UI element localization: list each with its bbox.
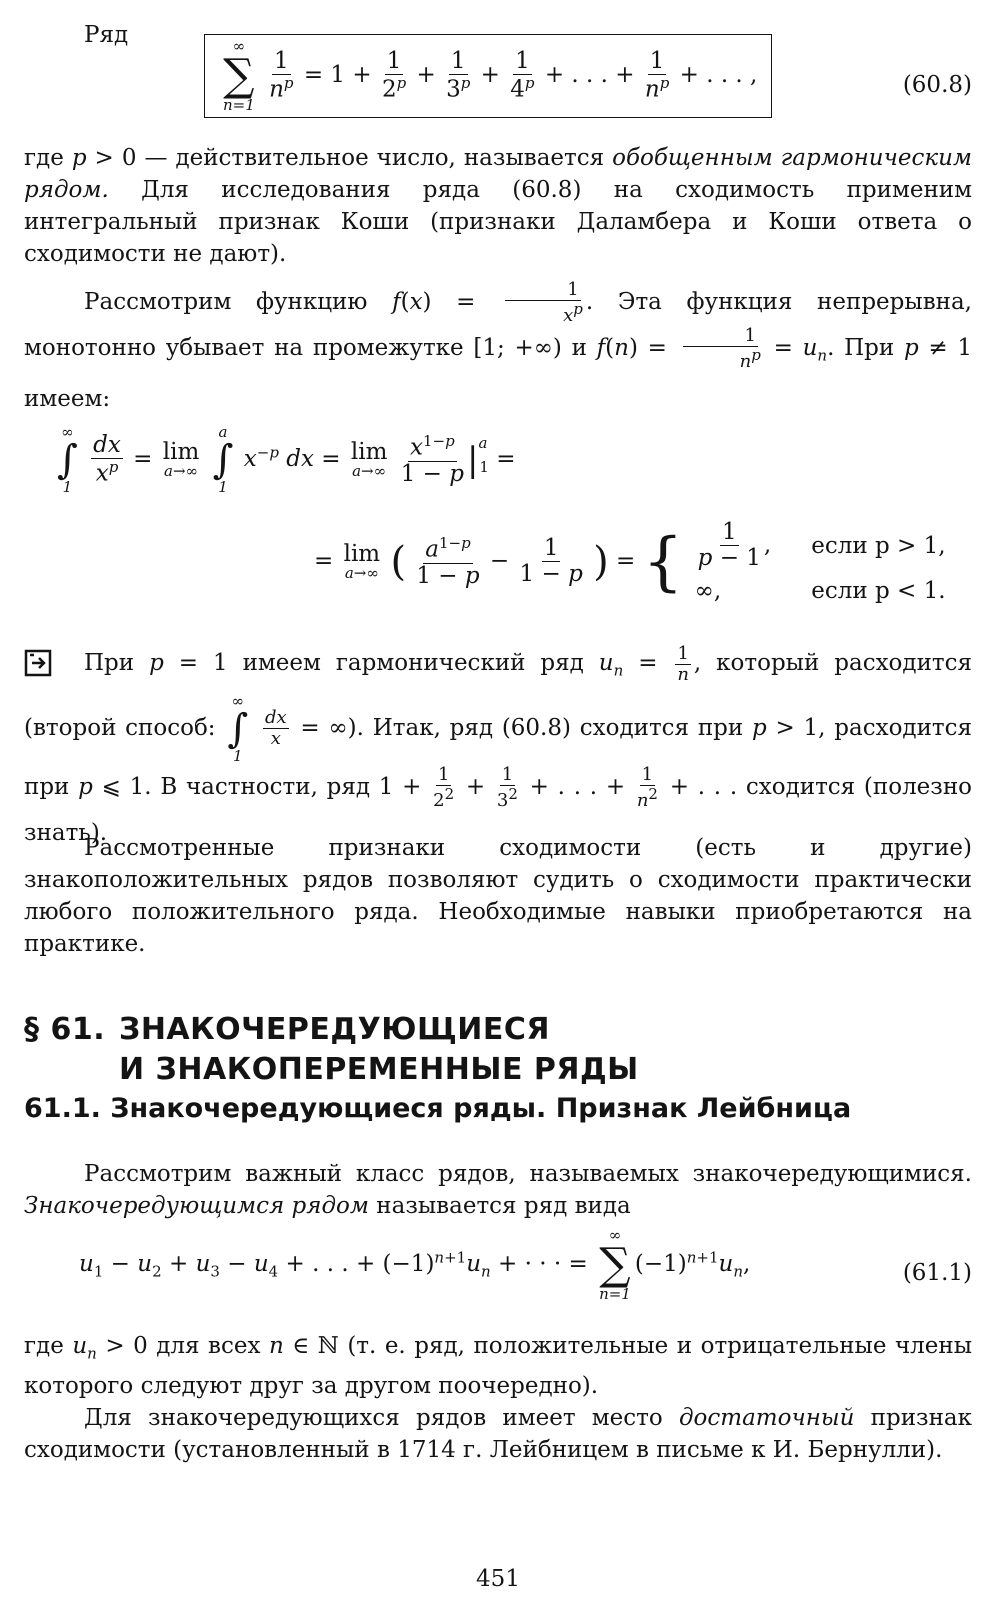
subsection-number: 61.1. bbox=[24, 1093, 101, 1124]
equation-60-8 bbox=[24, 18, 972, 138]
paragraph-alternating-intro: Рассмотрим важный класс рядов, называемых знакочередующимися. Знакочередующимся рядом называется ряд вида bbox=[24, 1161, 972, 1219]
equation-box: ∞ ∑ n=1 $\frac{1}{n^p}$ = 1 + $\frac{1}{2^p}$ + $\frac{1}{3^p}$ + $\frac{1}{4^p}$ + . . . + $\frac{1}{n^p}$ + . . . , bbox=[204, 34, 772, 118]
paragraph-condition: где $u_n > 0$ для всех n ∈ ℕ (т. е. ряд, положительные и отрицательные члены которого следуют друг за другом поочередно). bbox=[24, 1333, 973, 1399]
sum-symbol: ∞ ∑ n=1 bbox=[223, 37, 255, 114]
section-heading bbox=[24, 1010, 972, 1090]
paragraph-harmonic: При p = 1 имеем гармонический ряд $u_n$ = $\frac{1}{n}$ , который расходится (второй способ: ∞ ∫ 1 $\frac{dx}{x}$ = ∞). Итак, ряд (60.8) сходится при p > 1, расходится при p ⩽ 1. В частности, ряд 1 + $\frac{1}{2^2}$ + $\frac{1}{3^2}$ + . . . + $\frac{1}{n^2}$ + . . . сходится (полезно знать). bbox=[24, 642, 973, 847]
page-number: 451 bbox=[476, 1566, 520, 1592]
intro-label: Ряд bbox=[84, 22, 129, 48]
equation-number: (61.1) bbox=[902, 1260, 972, 1286]
paragraph-function: Рассмотрим функцию f(x) = $\frac{1}{x^p}$ . Эта функция непрерывна, монотонно убывает на промежутке [1; +∞) и f(n) = $\frac{1}{n^p}$ = $u_n$. При p ≠ 1 имеем: bbox=[24, 279, 973, 413]
paragraph-summary: Рассмотренные признаки сходимости (есть и другие) знакоположительных рядов позволяют судить о сходимости практически любого положительного ряда. Необходимые навыки приобретаются на практике. bbox=[24, 835, 972, 957]
cases-block: $\frac{1}{p - 1}$ , если p > 1, ∞, если p < 1. bbox=[694, 519, 946, 604]
paragraph-generalized-harmonic: где p > 0 — действительное число, называется обобщенным гармоническим рядом. Для исследования ряда (60.8) на сходимость применим интегральный признак Коши (признаки Даламбера и Коши ответа о сходимости не дают). bbox=[24, 145, 972, 267]
equation-integral: ∞ ∫ 1 $\frac{dx}{x^p}$ = lim a→∞ a ∫ 1 $x^{-p}$ dx = lim a→∞ $\frac{x^{1-p}}{1 - p}$ $|^a_1$ = bbox=[57, 423, 516, 496]
page bbox=[24, 0, 972, 1601]
equation-limit-cases: = lim a→∞ ( $\frac{a^{1-p}}{1 - p}$ − $\frac{1}{1 - p}$ ) = { $\frac{1}{p - 1}$ , если p > 1, ∞, если p < 1. bbox=[314, 519, 946, 604]
paragraph-leibniz: Для знакочередующихся рядов имеет место достаточный признак сходимости (установленный в 1714 г. Лейбницем в письме к И. Бернулли). bbox=[24, 1405, 973, 1463]
equation-number: (60.8) bbox=[902, 72, 972, 98]
section-title-line1: ЗНАКОЧЕРЕДУЮЩИЕСЯ bbox=[119, 1012, 550, 1047]
subsection-title: Знакочередующиеся ряды. Признак Лейбница bbox=[110, 1093, 852, 1124]
section-title-line2: И ЗНАКОПЕРЕМЕННЫЕ РЯДЫ bbox=[119, 1052, 639, 1087]
section-number: § 61. bbox=[24, 1012, 106, 1047]
equation-61-1: $u_1 - u_2 + u_3 - u_4$ + . . . + $(-1)^{n+1}u_n$ + · · · = ∞ ∑ n=1 $(-1)^{n+1}u_n$, (61.1) bbox=[79, 1226, 972, 1303]
subsection-heading bbox=[24, 1092, 972, 1126]
